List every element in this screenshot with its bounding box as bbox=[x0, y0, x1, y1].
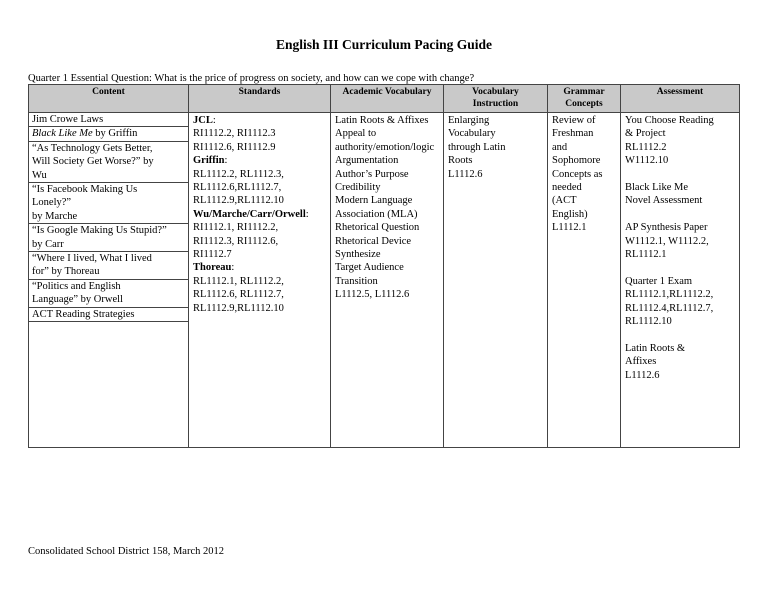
page-title: English III Curriculum Pacing Guide bbox=[275, 37, 493, 52]
academic-vocabulary-cell: Latin Roots & Affixes Appeal to authority/emotion/logic Argumentation Author’s Purpose Credibility Modern Language Association (MLA) Rhetorical Question Rhetorical Device Synthesize Target Audience Transition L1112.5, L1112.6 bbox=[331, 113, 444, 448]
content-item: “Where I lived, What I lived for” by Thoreau bbox=[29, 252, 188, 280]
header-grammar-concepts: Grammar Concepts bbox=[548, 85, 621, 113]
pacing-guide-table bbox=[28, 84, 740, 448]
table-header-row bbox=[29, 85, 740, 113]
header-assessment: Assessment bbox=[621, 85, 740, 113]
content-item: Jim Crowe Laws bbox=[29, 113, 188, 127]
header-vocabulary-instruction: Vocabulary Instruction bbox=[444, 85, 548, 113]
footer-text: Consolidated School District 158, March 2012 bbox=[28, 546, 224, 557]
content-item: ACT Reading Strategies bbox=[29, 308, 188, 322]
assessment-cell: You Choose Reading & Project RL1112.2 W1112.10 Black Like Me Novel Assessment AP Synthesis Paper W1112.1, W1112.2, RL1112.1 Quarter 1 Exam RL1112.1,RL1112.2, RL1112.4,RL1112.7, RL1112.10 Latin Roots & Affixes L1112.6 bbox=[621, 113, 740, 448]
table-row bbox=[29, 113, 740, 448]
content-item: Black Like Me by Griffin bbox=[29, 127, 188, 141]
grammar-concepts-cell: Review of Freshman and Sophomore Concepts as needed (ACT English) L1112.1 bbox=[548, 113, 621, 448]
content-item: “Politics and English Language” by Orwell bbox=[29, 280, 188, 308]
header-standards: Standards bbox=[189, 85, 331, 113]
standards-cell: JCL: RI1112.2, RI1112.3 RI1112.6, RI1112.9 Griffin: RL1112.2, RL1112.3, RL1112.6,RL1112.7, RL1112.9,RL1112.10 Wu/Marche/Carr/Orwell: RI1112.1, RI1112.2, RI1112.3, RI1112.6, RI1112.7 Thoreau: RL1112.1, RL1112.2, RL1112.6, RL1112.7, RL1112.9,RL1112.10 bbox=[189, 113, 331, 448]
content-cell bbox=[29, 113, 189, 448]
header-academic-vocabulary: Academic Vocabulary bbox=[331, 85, 444, 113]
essential-question: Quarter 1 Essential Question: What is the price of progress on society, and how can we cope with change? bbox=[28, 73, 475, 84]
header-content: Content bbox=[29, 85, 189, 113]
vocabulary-instruction-cell: Enlarging Vocabulary through Latin Roots L1112.6 bbox=[444, 113, 548, 448]
content-item: “Is Google Making Us Stupid?” by Carr bbox=[29, 224, 188, 252]
book-title: Black Like Me bbox=[32, 128, 93, 140]
content-item: “Is Facebook Making Us Lonely?” by Marche bbox=[29, 183, 188, 224]
content-item: “As Technology Gets Better, Will Society Get Worse?” by Wu bbox=[29, 142, 188, 183]
